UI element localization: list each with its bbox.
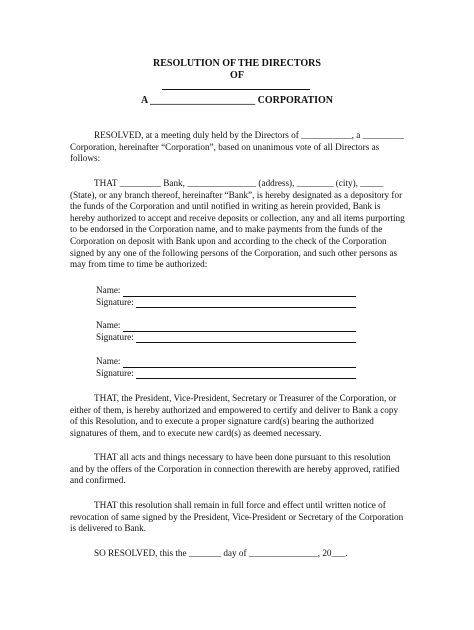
signatory-block-3 — [96, 356, 356, 379]
title-of-line: OF — [230, 70, 244, 81]
signatory-block-1 — [96, 285, 356, 308]
force-and-effect-paragraph: THAT this resolution shall remain in full force and effect until written notice of revocation of same signed by the President, Vice-President or Secretary of the Corporation is delivered to Bank. — [70, 500, 404, 534]
name-blank — [123, 288, 357, 297]
closing-date-line: SO RESOLVED, this the _______ day of _______________, 20___. — [94, 548, 348, 558]
name-label: Name: — [96, 285, 121, 295]
signature-blank — [136, 299, 356, 308]
signature-blank — [136, 334, 356, 343]
document-title: RESOLUTION OF THE DIRECTORS — [153, 58, 321, 69]
corporation-name-line: A _____________________ CORPORATION — [140, 95, 334, 106]
name-blank — [123, 323, 357, 332]
signatory-name-line — [96, 285, 356, 297]
signatory-signature-line — [96, 332, 356, 344]
signature-label: Signature: — [96, 367, 134, 378]
bank-depository-paragraph: THAT _________ Bank, _______________ (address), ________ (city), _____ (State), or any branch thereof, hereinafter “Bank”, is hereby designated as a depository for the funds of the Corporation and until notified in writing as herein provided, Bank is hereby authorized to accept and receive deposits or collection, any and all items purporting to be endorsed in the Corporation name, and to make payments from the funds of the Corporation on deposit with Bank upon and according to the check of the Corporation signed by any one of the following persons of the Corporation, and such other persons as may from time to time be authorized: — [70, 178, 405, 270]
name-label: Name: — [96, 356, 121, 366]
signatory-name-line — [96, 356, 356, 368]
resolved-paragraph: RESOLVED, at a meeting duly held by the Directors of ___________, a _________ Corporation, hereinafter “Corporation”, based on unanimous vote of all Directors as follows: — [70, 130, 404, 164]
signature-label: Signature: — [96, 331, 134, 342]
signature-label: Signature: — [96, 296, 134, 307]
acts-ratified-paragraph: THAT all acts and things necessary to have been done pursuant to this resolution and by the offers of the Corporation in connection therewith are hereby approved, ratified and confirmed. — [70, 452, 400, 486]
officers-authorization-paragraph: THAT, the President, Vice-President, Secretary or Treasurer of the Corporation, or either of them, is hereby authorized and empowered to certify and deliver to Bank a copy of this Resolution, and to execute a proper signature card(s) bearing the authorized signatures of them, and to execute new card(s) as deemed necessary. — [70, 393, 399, 438]
signatory-signature-line — [96, 297, 356, 309]
directors-name-blank-line — [162, 89, 310, 90]
signatory-signature-line — [96, 368, 356, 380]
signature-blank — [136, 370, 356, 379]
name-label: Name: — [96, 320, 121, 330]
signatory-block-2 — [96, 320, 356, 343]
name-blank — [123, 359, 357, 368]
signatory-name-line — [96, 320, 356, 332]
